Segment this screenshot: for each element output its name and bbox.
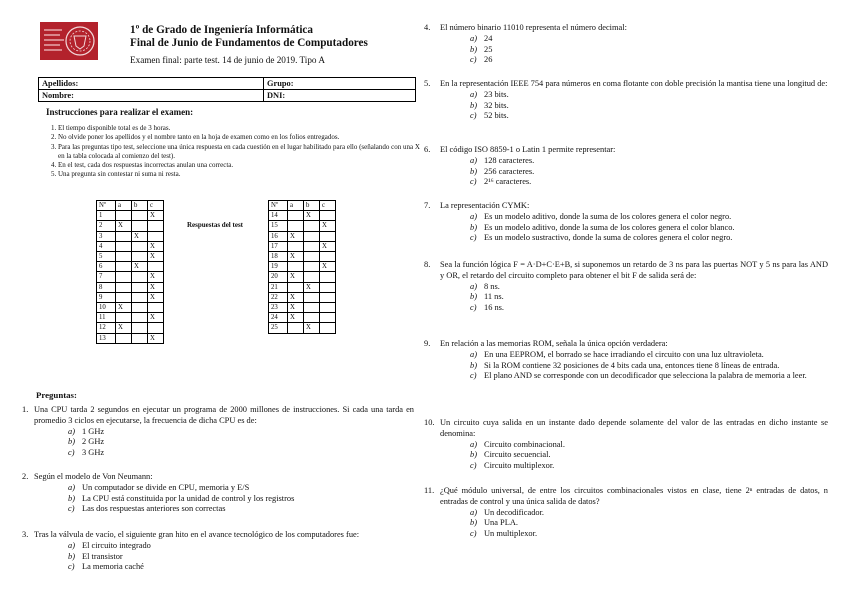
answer-option[interactable] [470, 233, 828, 244]
option-text: El plano AND se corresponde con un decodificador que selecciona la palabra de memoria a leer. [484, 371, 807, 381]
option-label: c) [470, 177, 477, 187]
answer-table-left [96, 200, 164, 344]
answer-row [269, 211, 336, 221]
answer-cell-b[interactable]: X [132, 231, 148, 241]
answer-cell-b[interactable]: X [304, 323, 320, 333]
answer-option[interactable] [470, 371, 828, 382]
option-text: 16 ns. [484, 303, 505, 313]
answer-cell-a[interactable]: X [288, 252, 304, 262]
answer-number: 7 [97, 272, 116, 282]
answer-cell-b[interactable] [304, 313, 320, 323]
question-text: La representación CYMK: [440, 201, 530, 210]
option-label: a) [470, 349, 477, 359]
answer-cell-a[interactable] [116, 241, 132, 251]
question-7 [424, 201, 828, 244]
answer-cell-a[interactable] [116, 231, 132, 241]
answer-row [269, 272, 336, 282]
option-text: 25 [484, 44, 493, 54]
answer-option[interactable] [470, 529, 828, 540]
answer-number: 10 [97, 303, 116, 313]
answer-row [97, 313, 164, 323]
question-text: En la representación IEEE 754 para números en coma flotante con doble precisión la mantisa tiene una longitud de: [440, 79, 828, 88]
answer-row [269, 262, 336, 272]
answer-option[interactable] [470, 361, 828, 372]
answer-cell-a[interactable] [116, 313, 132, 323]
option-text: 3 GHz [82, 448, 105, 458]
answer-number: 23 [269, 303, 288, 313]
question-1 [22, 405, 414, 459]
answer-cell-c[interactable]: X [148, 313, 164, 323]
answer-number: 1 [97, 211, 116, 221]
answer-row [269, 303, 336, 313]
option-label: c) [470, 371, 477, 381]
option-text: 32 bits. [484, 100, 509, 110]
option-text: Circuito multiplexor. [484, 461, 555, 471]
answer-header-cell: Nº [97, 201, 116, 211]
option-label: b) [470, 292, 477, 302]
answer-cell-a[interactable]: X [288, 303, 304, 313]
answer-option[interactable] [470, 90, 828, 101]
answer-row [97, 323, 164, 333]
answer-number: 2 [97, 221, 116, 231]
answer-cell-a[interactable] [116, 292, 132, 302]
option-label: c) [470, 111, 477, 121]
option-label: a) [68, 482, 75, 492]
answer-cell-c[interactable]: X [320, 262, 336, 272]
answer-header-cell: b [304, 201, 320, 211]
dni-field[interactable]: DNI: [264, 90, 416, 102]
question-number: 6. [424, 145, 431, 154]
question-number: 4. [424, 23, 431, 32]
instructions-list [46, 124, 423, 180]
questions-title: Preguntas: [36, 390, 77, 400]
answer-cell-b[interactable] [132, 313, 148, 323]
instruction-item: 2. No olvide poner los apellidos y el nombre tanto en la hoja de examen como en los folios entregados. [58, 133, 423, 142]
question-text: Según el modelo de Von Neumann: [34, 472, 153, 481]
option-text: La memoria caché [82, 562, 144, 572]
option-label: b) [470, 360, 477, 370]
answer-option[interactable] [470, 350, 828, 361]
question-number: 11. [424, 486, 435, 495]
answer-cell-b[interactable]: X [304, 211, 320, 221]
answer-cell-b[interactable] [304, 262, 320, 272]
question-text: ¿Qué módulo universal, de entre los circuitos combinacionales vistos en clase, tiene 2ⁿ entradas de datos, n entradas de control y una única salida de datos? [440, 486, 828, 506]
option-text: Un decodificador. [484, 507, 544, 517]
question-5 [424, 79, 828, 122]
answer-option[interactable] [470, 303, 828, 314]
answer-cell-b[interactable] [132, 221, 148, 231]
answer-option[interactable] [470, 101, 828, 112]
answer-cell-b[interactable] [304, 241, 320, 251]
option-label: b) [470, 166, 477, 176]
answer-cell-c[interactable]: X [148, 292, 164, 302]
answer-cell-a[interactable] [116, 282, 132, 292]
option-text: 24 [484, 33, 493, 43]
question-10 [424, 418, 828, 472]
option-label: c) [470, 529, 477, 539]
answer-cell-a[interactable]: X [288, 292, 304, 302]
question-text: El número binario 11010 representa el número decimal: [440, 23, 627, 32]
option-text: Un multiplexor. [484, 529, 538, 539]
answer-row [97, 282, 164, 292]
nombre-field[interactable]: Nombre: [39, 90, 264, 102]
answer-option[interactable] [68, 562, 414, 573]
answer-row [97, 292, 164, 302]
answer-cell-b[interactable] [132, 303, 148, 313]
instruction-item: 4. En el test, cada dos respuestas incorrectas anulan una correcta. [58, 161, 423, 170]
answer-number: 15 [269, 221, 288, 231]
option-label: c) [470, 55, 477, 65]
answer-cell-b[interactable]: X [132, 262, 148, 272]
question-2 [22, 472, 414, 515]
answer-number: 20 [269, 272, 288, 282]
option-label: a) [470, 33, 477, 43]
question-text: Tras la válvula de vacío, el siguiente gran hito en el avance tecnológico de los computadores fue: [34, 530, 360, 539]
question-number: 7. [424, 201, 431, 210]
answer-cell-b[interactable] [304, 252, 320, 262]
option-text: 8 ns. [484, 281, 500, 291]
answer-cell-c[interactable]: X [148, 272, 164, 282]
answer-row [97, 262, 164, 272]
option-text: Es un modelo aditivo, donde la suma de los colores genera el color negro. [484, 211, 732, 221]
answer-cell-a[interactable] [116, 272, 132, 282]
question-stem [424, 79, 828, 90]
answer-cell-b[interactable] [132, 333, 148, 343]
instructions-title: Instrucciones para realizar el examen: [46, 107, 194, 117]
answer-cell-b[interactable] [132, 211, 148, 221]
answer-row [97, 272, 164, 282]
answer-cell-a[interactable] [116, 262, 132, 272]
answer-cell-c[interactable] [320, 323, 336, 333]
answer-row [269, 292, 336, 302]
answer-option[interactable] [470, 508, 828, 519]
answer-number: 5 [97, 252, 116, 262]
option-label: c) [470, 303, 477, 313]
answer-cell-a[interactable] [116, 333, 132, 343]
instruction-item: 5. Una pregunta sin contestar ni suma ni resta. [58, 170, 423, 179]
question-stem [424, 145, 828, 156]
option-text: 52 bits. [484, 111, 509, 121]
answer-row [97, 333, 164, 343]
answer-cell-a[interactable]: X [116, 303, 132, 313]
answer-option[interactable] [68, 541, 414, 552]
question-11 [424, 486, 828, 540]
answer-row [269, 282, 336, 292]
option-text: 2¹⁶ caracteres. [484, 177, 532, 187]
option-label: a) [470, 281, 477, 291]
question-stem [424, 260, 828, 282]
answer-cell-c[interactable] [320, 292, 336, 302]
answer-row [269, 231, 336, 241]
answer-option[interactable] [470, 223, 828, 234]
answer-cell-a[interactable] [288, 282, 304, 292]
answer-number: 6 [97, 262, 116, 272]
option-text: 23 bits. [484, 89, 509, 99]
answer-cell-b[interactable] [304, 292, 320, 302]
answer-option[interactable] [68, 483, 414, 494]
degree-title: 1º de Grado de Ingeniería Informática [130, 24, 313, 36]
option-label: c) [68, 562, 75, 572]
answer-number: 8 [97, 282, 116, 292]
option-label: c) [68, 448, 75, 458]
question-text: El código ISO 8859-1 o Latin 1 permite representar: [440, 145, 616, 154]
answer-option[interactable] [470, 440, 828, 451]
question-stem [424, 201, 828, 212]
answer-cell-a[interactable]: X [288, 272, 304, 282]
answers-label: Respuestas del test [187, 221, 243, 229]
option-text: La CPU está constituida por la unidad de control y los registros [82, 493, 295, 503]
answer-cell-a[interactable] [116, 252, 132, 262]
option-label: b) [470, 100, 477, 110]
answer-cell-c[interactable]: X [148, 333, 164, 343]
answer-option[interactable] [68, 448, 414, 459]
answer-row [97, 221, 164, 231]
answer-row [97, 303, 164, 313]
answer-number: 11 [97, 313, 116, 323]
answer-option[interactable] [470, 292, 828, 303]
option-label: c) [470, 461, 477, 471]
answer-cell-a[interactable]: X [116, 323, 132, 333]
answer-cell-a[interactable]: X [116, 221, 132, 231]
answer-number: 9 [97, 292, 116, 302]
option-label: b) [470, 450, 477, 460]
answer-number: 25 [269, 323, 288, 333]
answer-cell-c[interactable] [320, 211, 336, 221]
option-text: 2 GHz [82, 437, 105, 447]
question-stem [424, 339, 828, 350]
answer-cell-c[interactable]: X [320, 241, 336, 251]
answer-table-right [268, 200, 336, 334]
answer-cell-a[interactable] [288, 211, 304, 221]
option-label: b) [470, 518, 477, 528]
option-label: a) [470, 89, 477, 99]
answer-cell-b[interactable] [132, 282, 148, 292]
answer-header-cell: a [116, 201, 132, 211]
exam-title [130, 24, 368, 50]
question-number: 2. [22, 472, 29, 481]
answer-number: 13 [97, 333, 116, 343]
answer-number: 4 [97, 241, 116, 251]
option-text: 128 caracteres. [484, 155, 535, 165]
option-text: El transistor [82, 551, 123, 561]
answer-number: 22 [269, 292, 288, 302]
answer-cell-a[interactable] [116, 211, 132, 221]
question-number: 10. [424, 418, 435, 427]
answer-cell-b[interactable] [304, 303, 320, 313]
option-text: 1 GHz [82, 426, 105, 436]
option-label: b) [470, 44, 477, 54]
option-text: Es un modelo aditivo, donde la suma de los colores genera el color blanco. [484, 222, 735, 232]
option-text: 11 ns. [484, 292, 504, 302]
answer-cell-a[interactable]: X [288, 231, 304, 241]
grupo-field[interactable]: Grupo: [264, 78, 416, 90]
answer-row [269, 241, 336, 251]
answer-option[interactable] [68, 552, 414, 563]
question-8 [424, 260, 828, 314]
answer-cell-c[interactable] [320, 282, 336, 292]
answer-cell-c[interactable]: X [320, 221, 336, 231]
answer-cell-c[interactable]: X [148, 211, 164, 221]
question-number: 1. [22, 405, 29, 414]
option-label: c) [68, 504, 75, 514]
answer-cell-c[interactable] [320, 303, 336, 313]
option-text: Un computador se divide en CPU, memoria y E/S [82, 482, 250, 492]
option-label: b) [68, 551, 75, 561]
answer-number: 3 [97, 231, 116, 241]
university-logo [40, 22, 98, 60]
option-label: a) [68, 540, 75, 550]
answer-option[interactable] [68, 427, 414, 438]
answer-header-cell: Nº [269, 201, 288, 211]
answer-option[interactable] [470, 167, 828, 178]
answer-option[interactable] [470, 212, 828, 223]
answer-row [97, 241, 164, 251]
question-text: En relación a las memorias ROM, señala la única opción verdadera: [440, 339, 668, 348]
answer-row [97, 231, 164, 241]
answer-number: 21 [269, 282, 288, 292]
answer-row [97, 211, 164, 221]
question-stem [22, 530, 414, 541]
option-label: b) [68, 493, 75, 503]
answer-cell-a[interactable] [288, 241, 304, 251]
answer-number: 12 [97, 323, 116, 333]
instruction-item: 1. El tiempo disponible total es de 3 horas. [58, 124, 423, 133]
answer-option[interactable] [470, 111, 828, 122]
option-text: Circuito combinacional. [484, 439, 565, 449]
answer-cell-c[interactable] [148, 303, 164, 313]
option-label: b) [68, 437, 75, 447]
answer-option[interactable] [470, 177, 828, 188]
answer-number: 16 [269, 231, 288, 241]
answer-option[interactable] [68, 494, 414, 505]
answer-cell-c[interactable] [320, 252, 336, 262]
question-stem [424, 23, 828, 34]
question-text: Sea la función lógica F = A·D+C·E+B, si suponemos un retardo de 3 ns para las puertas NOT y 5 ns para las AND y OR, el retardo del circuito completo para obtener el bit F de salida será de: [440, 260, 828, 280]
answer-row [97, 252, 164, 262]
answer-cell-b[interactable] [304, 221, 320, 231]
answer-cell-b[interactable] [132, 272, 148, 282]
question-stem [424, 418, 828, 440]
student-id-table [38, 77, 416, 102]
answer-row [269, 221, 336, 231]
answer-cell-c[interactable] [320, 313, 336, 323]
answer-option[interactable] [470, 156, 828, 167]
question-number: 5. [424, 79, 431, 88]
answer-row [269, 323, 336, 333]
exam-header [22, 18, 418, 70]
answer-cell-b[interactable] [132, 252, 148, 262]
answer-cell-a[interactable] [288, 323, 304, 333]
answer-number: 17 [269, 241, 288, 251]
answer-cell-a[interactable] [288, 221, 304, 231]
answer-header-cell: c [148, 201, 164, 211]
option-label: a) [470, 507, 477, 517]
answer-cell-b[interactable]: X [304, 282, 320, 292]
question-number: 9. [424, 339, 431, 348]
answer-option[interactable] [470, 34, 828, 45]
answer-row [269, 252, 336, 262]
answer-cell-c[interactable] [320, 231, 336, 241]
answer-cell-c[interactable] [148, 231, 164, 241]
answer-cell-c[interactable] [148, 323, 164, 333]
question-text: Una CPU tarda 2 segundos en ejecutar un programa de 2000 millones de instrucciones. Si cada una tarda en promedio 3 ciclos en ejecutarse, la frecuencia de dicha CPU es de: [34, 405, 414, 425]
question-4 [424, 23, 828, 66]
option-text: Si la ROM contiene 32 posiciones de 4 bits cada una, entonces tiene 8 líneas de entrada. [484, 360, 780, 370]
option-text: Las dos respuestas anteriores son correctas [82, 504, 226, 514]
answer-option[interactable] [470, 518, 828, 529]
exam-subtitle: Examen final: parte test. 14 de junio de 2019. Tipo A [130, 55, 325, 65]
course-title: Final de Junio de Fundamentos de Computadores [130, 37, 368, 49]
answer-header-cell: a [288, 201, 304, 211]
option-text: Es un modelo sustractivo, donde la suma de colores genera el color negro. [484, 233, 733, 243]
answer-cell-c[interactable] [320, 272, 336, 282]
answer-option[interactable] [470, 450, 828, 461]
instruction-item: 3. Para las preguntas tipo test, seleccione una única respuesta en cada cuestión en el lugar habilitado para ello (señalando con una X en la tabla colocada al comienzo del test). [58, 143, 423, 162]
option-label: a) [470, 439, 477, 449]
answer-cell-a[interactable] [288, 262, 304, 272]
answer-row [269, 313, 336, 323]
answer-cell-b[interactable] [304, 231, 320, 241]
answer-header-cell: c [320, 201, 336, 211]
answer-option[interactable] [68, 504, 414, 515]
option-label: b) [470, 222, 477, 232]
answer-cell-b[interactable] [304, 272, 320, 282]
question-number: 8. [424, 260, 431, 269]
answer-option[interactable] [470, 461, 828, 472]
answer-cell-c[interactable] [148, 221, 164, 231]
question-stem [424, 486, 828, 508]
answer-cell-c[interactable]: X [148, 241, 164, 251]
answer-header-cell: b [132, 201, 148, 211]
option-text: El circuito integrado [82, 540, 151, 550]
answer-cell-c[interactable] [148, 262, 164, 272]
answer-option[interactable] [470, 55, 828, 66]
question-3 [22, 530, 414, 573]
option-text: 26 [484, 55, 493, 65]
question-number: 3. [22, 530, 29, 539]
answer-option[interactable] [68, 437, 414, 448]
option-text: En una EEPROM, el borrado se hace irradiando el circuito con una luz ultravioleta. [484, 349, 764, 359]
answer-cell-b[interactable] [132, 323, 148, 333]
answer-number: 24 [269, 313, 288, 323]
question-text: Un circuito cuya salida en un instante dado depende solamente del valor de las entradas en dicho instante se denomina: [440, 418, 828, 438]
option-label: a) [470, 155, 477, 165]
option-label: a) [68, 426, 75, 436]
answer-cell-c[interactable]: X [148, 252, 164, 262]
answer-cell-a[interactable]: X [288, 313, 304, 323]
option-label: c) [470, 233, 477, 243]
answer-option[interactable] [470, 45, 828, 56]
answer-number: 14 [269, 211, 288, 221]
option-text: Una PLA. [484, 518, 518, 528]
question-6 [424, 145, 828, 188]
answer-option[interactable] [470, 282, 828, 293]
apellidos-field[interactable]: Apellidos: [39, 78, 264, 90]
answer-number: 18 [269, 252, 288, 262]
left-column [22, 18, 420, 572]
option-text: Circuito secuencial. [484, 450, 551, 460]
answer-number: 19 [269, 262, 288, 272]
answer-cell-c[interactable]: X [148, 282, 164, 292]
question-9 [424, 339, 828, 382]
option-label: a) [470, 211, 477, 221]
question-stem [22, 472, 414, 483]
option-text: 256 caracteres. [484, 166, 535, 176]
question-stem [22, 405, 414, 427]
answer-cell-b[interactable] [132, 292, 148, 302]
answer-cell-b[interactable] [132, 241, 148, 251]
